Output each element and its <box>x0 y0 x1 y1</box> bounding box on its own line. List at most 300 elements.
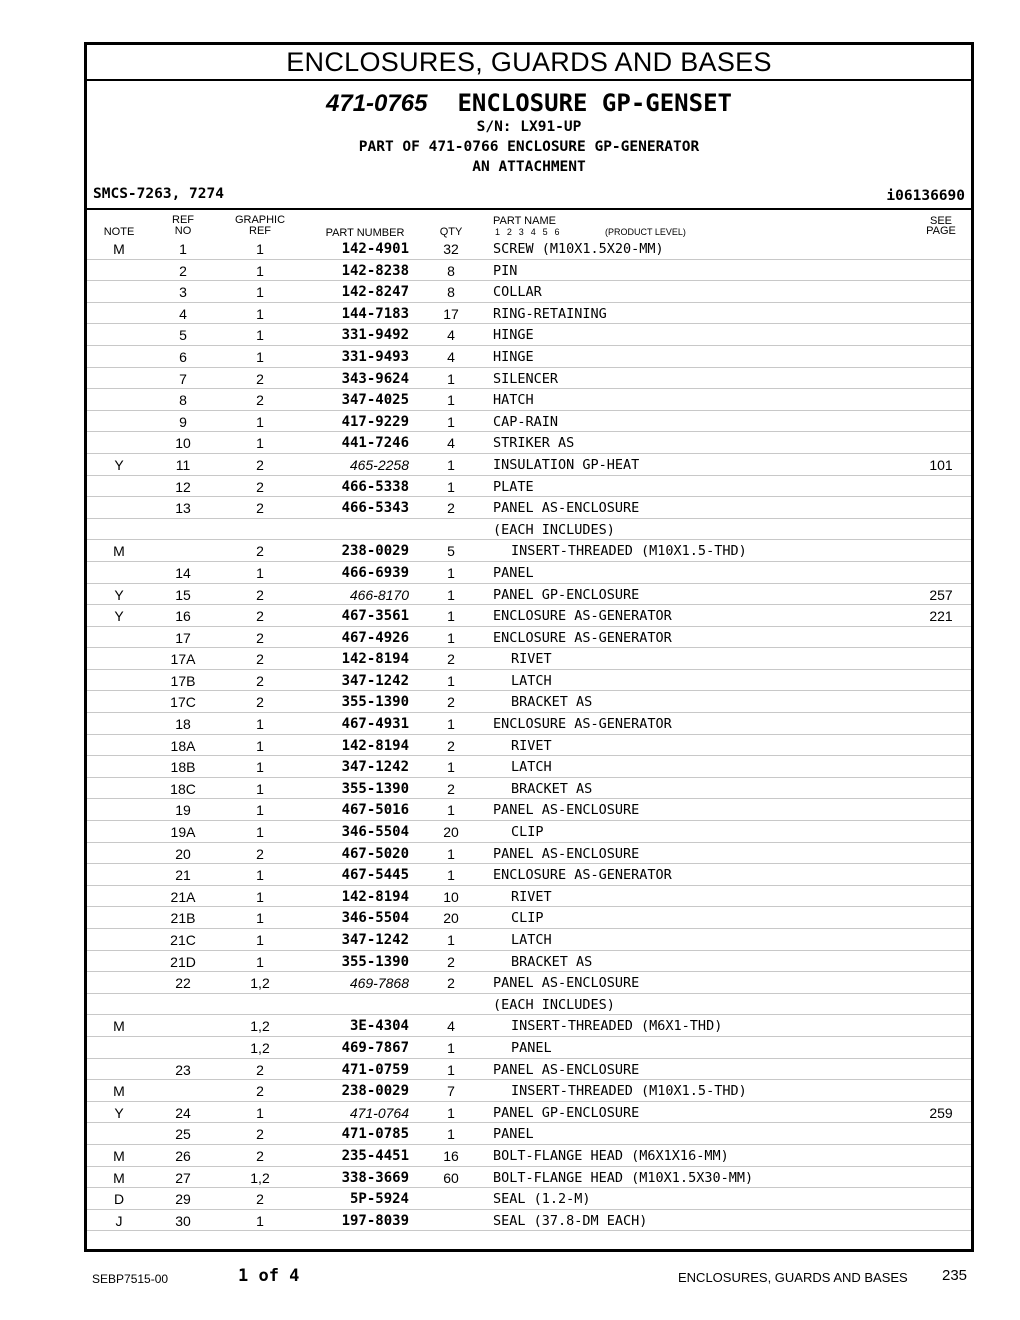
row-qty: 20 <box>443 910 459 927</box>
col-graphic-2: REF <box>249 225 271 237</box>
row-part-name: INSERT-THREADED (M10X1.5-THD) <box>511 1083 747 1100</box>
row-part-name: HINGE <box>493 327 534 344</box>
row-part-number: 347-1242 <box>341 932 409 948</box>
row-part-number: 471-0785 <box>341 1126 409 1143</box>
row-ref-no: 24 <box>175 1104 191 1121</box>
row-part-name: PANEL AS-ENCLOSURE <box>493 845 640 862</box>
row-ref-no: 21 <box>175 867 191 884</box>
table-row <box>87 454 971 476</box>
row-ref-no: 25 <box>175 1126 191 1143</box>
row-part-number: 347-4025 <box>341 392 409 409</box>
row-part-number: 142-8194 <box>341 651 409 668</box>
row-ref-no: 2 <box>179 262 187 279</box>
row-qty: 2 <box>447 500 455 517</box>
table-row <box>87 799 971 821</box>
row-ref-no: 12 <box>175 478 191 495</box>
table-row <box>87 411 971 433</box>
row-ref-no: 18B <box>170 759 196 776</box>
row-graphic-ref: 1 <box>256 305 264 322</box>
row-graphic-ref: 1 <box>256 262 264 279</box>
row-note: Y <box>114 586 124 603</box>
part-of-line: PART OF 471-0766 ENCLOSURE GP-GENERATOR <box>358 139 700 155</box>
row-ref-no: 11 <box>175 456 191 473</box>
row-ref-no: 6 <box>179 348 187 365</box>
row-graphic-ref: 1 <box>256 953 264 970</box>
col-part-name: PART NAME <box>493 215 556 227</box>
row-part-name: LATCH <box>511 672 552 689</box>
row-note: Y <box>114 1104 124 1121</box>
row-part-name: BOLT-FLANGE HEAD (M6X1X16-MM) <box>493 1147 729 1164</box>
row-graphic-ref: 1,2 <box>250 1018 270 1035</box>
serial-range: S/N: LX91-UP <box>476 119 582 135</box>
row-part-number: 346-5504 <box>341 824 409 841</box>
row-part-name: RING-RETAINING <box>493 305 607 322</box>
row-qty: 1 <box>447 608 455 625</box>
table-row <box>87 260 971 282</box>
row-part-name: LATCH <box>511 759 552 776</box>
row-part-name: CLIP <box>511 910 544 927</box>
row-ref-no: 1 <box>179 241 187 257</box>
col-see-2: PAGE <box>926 225 956 237</box>
row-qty: 1 <box>447 845 455 862</box>
row-ref-no: 18 <box>175 716 191 733</box>
row-qty: 1 <box>447 867 455 884</box>
table-row <box>87 821 971 843</box>
row-see-page: 221 <box>929 608 953 625</box>
table-row <box>87 432 971 454</box>
row-note: Y <box>114 456 124 473</box>
col-part-number: PART NUMBER <box>325 227 405 239</box>
row-graphic-ref: 1 <box>256 413 264 430</box>
row-qty: 1 <box>447 716 455 733</box>
row-qty: 2 <box>447 780 455 797</box>
row-graphic-ref: 1 <box>256 348 264 365</box>
section-title: ENCLOSURES, GUARDS AND BASES <box>87 45 971 81</box>
row-ref-no: 13 <box>175 500 191 517</box>
row-graphic-ref: 2 <box>256 1126 264 1143</box>
row-part-name: PANEL GP-ENCLOSURE <box>493 1104 640 1121</box>
table-row <box>87 303 971 325</box>
row-part-number: 466-5343 <box>341 500 409 517</box>
row-ref-no: 17A <box>170 651 196 668</box>
row-part-name: HATCH <box>493 392 534 409</box>
row-qty: 32 <box>443 241 459 257</box>
row-ref-no: 19A <box>170 824 196 841</box>
row-part-name: (EACH INCLUDES) <box>493 521 615 538</box>
table-row <box>87 605 971 627</box>
row-ref-no: 30 <box>175 1212 191 1229</box>
row-qty: 1 <box>447 1126 455 1143</box>
row-graphic-ref: 1 <box>256 759 264 776</box>
table-row <box>87 562 971 584</box>
row-part-number: 469-7867 <box>341 1039 409 1056</box>
row-see-page: 259 <box>929 1104 953 1121</box>
row-qty: 10 <box>443 888 459 905</box>
row-part-number: 467-4931 <box>341 716 409 733</box>
table-row <box>87 476 971 498</box>
col-graphic-1: GRAPHIC <box>234 214 286 226</box>
row-qty: 1 <box>447 802 455 819</box>
row-part-name: ENCLOSURE AS-GENERATOR <box>493 629 672 646</box>
doc-number: SEBP7515-00 <box>92 1272 169 1286</box>
row-part-name: BRACKET AS <box>511 780 593 797</box>
row-note: D <box>113 1191 125 1208</box>
smcs-code: SMCS-7263, 7274 <box>93 186 224 202</box>
row-part-number: 331-9493 <box>341 348 409 365</box>
row-part-number: 142-8238 <box>341 262 409 279</box>
page-frame <box>84 42 974 1252</box>
row-part-name: BRACKET AS <box>511 953 593 970</box>
group-heading <box>87 89 971 118</box>
row-ref-no: 22 <box>175 975 191 992</box>
table-row <box>87 778 971 800</box>
row-graphic-ref: 1 <box>256 327 264 344</box>
row-graphic-ref: 1 <box>256 888 264 905</box>
table-row <box>87 1188 971 1210</box>
row-part-number: 142-8247 <box>341 284 409 301</box>
row-graphic-ref: 2 <box>256 586 264 603</box>
row-part-number: 347-1242 <box>341 672 409 689</box>
row-graphic-ref: 2 <box>256 1191 264 1208</box>
row-ref-no: 29 <box>175 1191 191 1208</box>
row-part-number: 144-7183 <box>341 305 409 322</box>
row-see-page: 257 <box>929 586 953 603</box>
row-ref-no: 20 <box>175 845 191 862</box>
row-part-number: 465-2258 <box>349 456 409 473</box>
row-part-number: 331-9492 <box>341 327 409 344</box>
row-part-name: PANEL <box>493 564 534 581</box>
row-graphic-ref: 1 <box>256 716 264 733</box>
row-ref-no: 17 <box>175 629 191 646</box>
row-part-number: 441-7246 <box>341 435 409 452</box>
row-qty: 4 <box>447 348 455 365</box>
table-row <box>87 670 971 692</box>
header-divider <box>87 208 971 210</box>
row-graphic-ref: 1 <box>256 910 264 927</box>
row-graphic-ref: 2 <box>256 543 264 560</box>
row-part-name: COLLAR <box>493 284 542 301</box>
row-part-name: INSERT-THREADED (M6X1-THD) <box>511 1018 723 1035</box>
row-part-number: 471-0764 <box>349 1104 409 1121</box>
row-part-number: 338-3669 <box>341 1169 409 1186</box>
row-qty: 1 <box>447 586 455 603</box>
row-graphic-ref: 2 <box>256 608 264 625</box>
row-ref-no: 16 <box>175 608 191 625</box>
row-graphic-ref: 2 <box>256 1147 264 1164</box>
row-qty: 8 <box>447 284 455 301</box>
row-ref-no: 17B <box>170 672 196 689</box>
row-note: M <box>113 1018 125 1035</box>
row-note: M <box>113 1083 125 1100</box>
row-part-name: HINGE <box>493 348 534 365</box>
table-row <box>87 735 971 757</box>
row-part-name: SEAL (1.2-M) <box>493 1191 591 1208</box>
table-row <box>87 497 971 519</box>
row-graphic-ref: 2 <box>256 392 264 409</box>
row-qty: 16 <box>443 1147 459 1164</box>
row-part-number: 343-9624 <box>341 370 409 387</box>
row-qty: 1 <box>447 932 455 948</box>
row-part-number: 346-5504 <box>341 910 409 927</box>
row-graphic-ref: 2 <box>256 370 264 387</box>
row-ref-no: 21B <box>170 910 196 927</box>
row-qty: 2 <box>447 651 455 668</box>
row-part-name: PANEL AS-ENCLOSURE <box>493 802 640 819</box>
row-part-number: 142-8194 <box>341 888 409 905</box>
illustration-id: i06136690 <box>886 188 965 204</box>
row-qty: 8 <box>447 262 455 279</box>
row-graphic-ref: 1 <box>256 435 264 452</box>
row-graphic-ref: 1,2 <box>250 1169 270 1186</box>
row-part-name: PIN <box>493 262 518 279</box>
row-part-name: ENCLOSURE AS-GENERATOR <box>493 608 672 625</box>
row-note: M <box>113 241 125 257</box>
row-part-number: 3E-4304 <box>349 1018 409 1035</box>
row-note: M <box>113 1169 125 1186</box>
row-ref-no: 21D <box>170 953 196 970</box>
table-row <box>87 324 971 346</box>
row-part-number: 235-4451 <box>341 1147 409 1164</box>
col-qty: QTY <box>439 226 463 238</box>
table-row <box>87 648 971 670</box>
row-note: M <box>113 543 125 560</box>
table-row <box>87 519 971 541</box>
row-part-number: 467-3561 <box>341 608 409 625</box>
row-graphic-ref: 2 <box>256 456 264 473</box>
table-row <box>87 346 971 368</box>
col-product-levels: 1 2 3 4 5 6 <box>495 227 562 237</box>
row-part-number: 466-6939 <box>341 564 409 581</box>
row-part-number: 466-8170 <box>349 586 409 603</box>
row-ref-no: 26 <box>175 1147 191 1164</box>
row-qty: 2 <box>447 737 455 754</box>
row-part-name: PANEL AS-ENCLOSURE <box>493 1061 640 1078</box>
row-ref-no: 10 <box>175 435 191 452</box>
row-ref-no: 9 <box>179 413 187 430</box>
row-part-number: 467-4926 <box>341 629 409 646</box>
row-graphic-ref: 1 <box>256 1104 264 1121</box>
row-graphic-ref: 2 <box>256 1061 264 1078</box>
table-row <box>87 1037 971 1059</box>
row-graphic-ref: 2 <box>256 845 264 862</box>
row-part-number: 142-8194 <box>341 737 409 754</box>
row-part-name: STRIKER AS <box>493 435 575 452</box>
row-part-name: RIVET <box>511 651 552 668</box>
col-product-level-label: (PRODUCT LEVEL) <box>605 227 686 237</box>
table-row <box>87 994 971 1016</box>
row-graphic-ref: 1,2 <box>250 975 270 992</box>
row-qty: 4 <box>447 327 455 344</box>
table-row <box>87 1015 971 1037</box>
table-row <box>87 1059 971 1081</box>
parts-table <box>87 238 971 1231</box>
col-ref-2: NO <box>174 225 192 237</box>
row-ref-no: 21A <box>170 888 196 905</box>
row-part-name: BOLT-FLANGE HEAD (M10X1.5X30-MM) <box>493 1169 754 1186</box>
table-row <box>87 1210 971 1232</box>
row-graphic-ref: 1 <box>256 867 264 884</box>
row-graphic-ref: 1 <box>256 737 264 754</box>
table-row <box>87 1102 971 1124</box>
row-part-name: CLIP <box>511 824 544 841</box>
row-qty: 4 <box>447 1018 455 1035</box>
row-part-name: PANEL GP-ENCLOSURE <box>493 586 640 603</box>
table-row <box>87 1080 971 1102</box>
row-part-number: 471-0759 <box>341 1061 409 1078</box>
row-part-number: 467-5016 <box>341 802 409 819</box>
row-graphic-ref: 2 <box>256 478 264 495</box>
row-part-number: 355-1390 <box>341 953 409 970</box>
row-graphic-ref: 1 <box>256 824 264 841</box>
attachment-line: AN ATTACHMENT <box>472 159 586 175</box>
row-qty: 1 <box>447 456 455 473</box>
table-row <box>87 972 971 994</box>
row-part-number: 238-0029 <box>341 1083 409 1100</box>
row-ref-no: 7 <box>179 370 187 387</box>
row-part-number: 347-1242 <box>341 759 409 776</box>
row-ref-no: 17C <box>170 694 196 711</box>
table-row <box>87 584 971 606</box>
row-ref-no: 21C <box>170 932 196 948</box>
row-graphic-ref: 1 <box>256 284 264 301</box>
row-graphic-ref: 1 <box>256 241 264 257</box>
row-part-number: 238-0029 <box>341 543 409 560</box>
row-qty: 2 <box>447 694 455 711</box>
row-note: M <box>113 1147 125 1164</box>
table-row <box>87 627 971 649</box>
row-part-name: ENCLOSURE AS-GENERATOR <box>493 716 672 733</box>
row-graphic-ref: 1 <box>256 1212 264 1229</box>
row-qty: 17 <box>443 305 459 322</box>
row-qty: 1 <box>447 1039 455 1056</box>
row-qty: 1 <box>447 413 455 430</box>
row-graphic-ref: 1 <box>256 802 264 819</box>
row-qty: 2 <box>447 975 455 992</box>
row-part-number: 5P-5924 <box>349 1191 409 1208</box>
row-ref-no: 23 <box>175 1061 191 1078</box>
col-note: NOTE <box>103 226 135 238</box>
table-row <box>87 389 971 411</box>
row-part-name: ENCLOSURE AS-GENERATOR <box>493 867 672 884</box>
row-part-name: SEAL (37.8-DM EACH) <box>493 1212 648 1229</box>
table-row <box>87 864 971 886</box>
row-part-name: PANEL AS-ENCLOSURE <box>493 975 640 992</box>
row-ref-no: 18A <box>170 737 196 754</box>
table-row <box>87 238 971 260</box>
row-part-number: 469-7868 <box>349 975 409 992</box>
table-row <box>87 886 971 908</box>
table-row <box>87 281 971 303</box>
row-part-name: RIVET <box>511 737 552 754</box>
row-part-number: 142-4901 <box>341 241 409 257</box>
row-graphic-ref: 2 <box>256 672 264 689</box>
row-qty: 20 <box>443 824 459 841</box>
row-ref-no: 19 <box>175 802 191 819</box>
row-graphic-ref: 2 <box>256 629 264 646</box>
row-part-number: 467-5445 <box>341 867 409 884</box>
table-row <box>87 691 971 713</box>
row-part-name: INSERT-THREADED (M10X1.5-THD) <box>511 543 747 560</box>
table-row <box>87 929 971 951</box>
row-part-name: INSULATION GP-HEAT <box>493 456 640 473</box>
table-row <box>87 1123 971 1145</box>
row-part-number: 197-8039 <box>341 1212 409 1229</box>
row-graphic-ref: 1 <box>256 780 264 797</box>
col-ref-1: REF <box>172 214 194 226</box>
row-part-number: 355-1390 <box>341 780 409 797</box>
col-see-1: SEE <box>929 215 952 227</box>
row-ref-no: 4 <box>179 305 187 322</box>
table-row <box>87 907 971 929</box>
row-part-name: LATCH <box>511 932 552 948</box>
row-qty: 1 <box>447 478 455 495</box>
row-part-name: PANEL <box>511 1039 552 1056</box>
row-part-name: CAP-RAIN <box>493 413 559 430</box>
row-qty: 4 <box>447 435 455 452</box>
row-qty: 1 <box>447 672 455 689</box>
table-row <box>87 1145 971 1167</box>
table-row <box>87 1167 971 1189</box>
row-ref-no: 15 <box>175 586 191 603</box>
table-row <box>87 951 971 973</box>
row-part-number: 355-1390 <box>341 694 409 711</box>
row-qty: 1 <box>447 370 455 387</box>
row-qty: 5 <box>447 543 455 560</box>
row-ref-no: 3 <box>179 284 187 301</box>
row-graphic-ref: 1 <box>256 564 264 581</box>
row-part-name: SCREW (M10X1.5X20-MM) <box>493 241 664 257</box>
group-name: ENCLOSURE GP-GENSET <box>457 89 732 117</box>
row-note: J <box>115 1212 123 1229</box>
row-ref-no: 8 <box>179 392 187 409</box>
row-part-name: (EACH INCLUDES) <box>493 996 615 1013</box>
row-note: Y <box>114 608 124 625</box>
row-part-number: 466-5338 <box>341 478 409 495</box>
row-part-name: PANEL AS-ENCLOSURE <box>493 500 640 517</box>
row-part-number: 417-9229 <box>341 413 409 430</box>
row-ref-no: 5 <box>179 327 187 344</box>
row-qty: 2 <box>447 953 455 970</box>
row-part-number: 467-5020 <box>341 845 409 862</box>
row-graphic-ref: 1 <box>256 932 264 948</box>
row-qty: 1 <box>447 1104 455 1121</box>
row-qty: 1 <box>447 759 455 776</box>
row-part-name: BRACKET AS <box>511 694 593 711</box>
footer-section: ENCLOSURES, GUARDS AND BASES <box>678 1270 908 1285</box>
table-row <box>87 843 971 865</box>
row-graphic-ref: 1,2 <box>250 1039 270 1056</box>
row-graphic-ref: 2 <box>256 651 264 668</box>
row-qty: 1 <box>447 392 455 409</box>
row-part-name: PLATE <box>493 478 534 495</box>
row-qty: 7 <box>447 1083 455 1100</box>
row-ref-no: 18C <box>170 780 196 797</box>
table-row <box>87 368 971 390</box>
row-qty: 1 <box>447 564 455 581</box>
table-row <box>87 540 971 562</box>
row-qty: 1 <box>447 1061 455 1078</box>
group-number: 471-0765 <box>326 90 428 117</box>
row-part-name: PANEL <box>493 1126 534 1143</box>
row-graphic-ref: 2 <box>256 694 264 711</box>
row-qty: 1 <box>447 629 455 646</box>
page-number: 235 <box>942 1267 968 1284</box>
page-of: 1 of 4 <box>238 1266 300 1286</box>
row-see-page: 101 <box>929 456 953 473</box>
row-ref-no: 14 <box>175 564 191 581</box>
row-part-name: SILENCER <box>493 370 559 387</box>
row-qty: 60 <box>443 1169 459 1186</box>
